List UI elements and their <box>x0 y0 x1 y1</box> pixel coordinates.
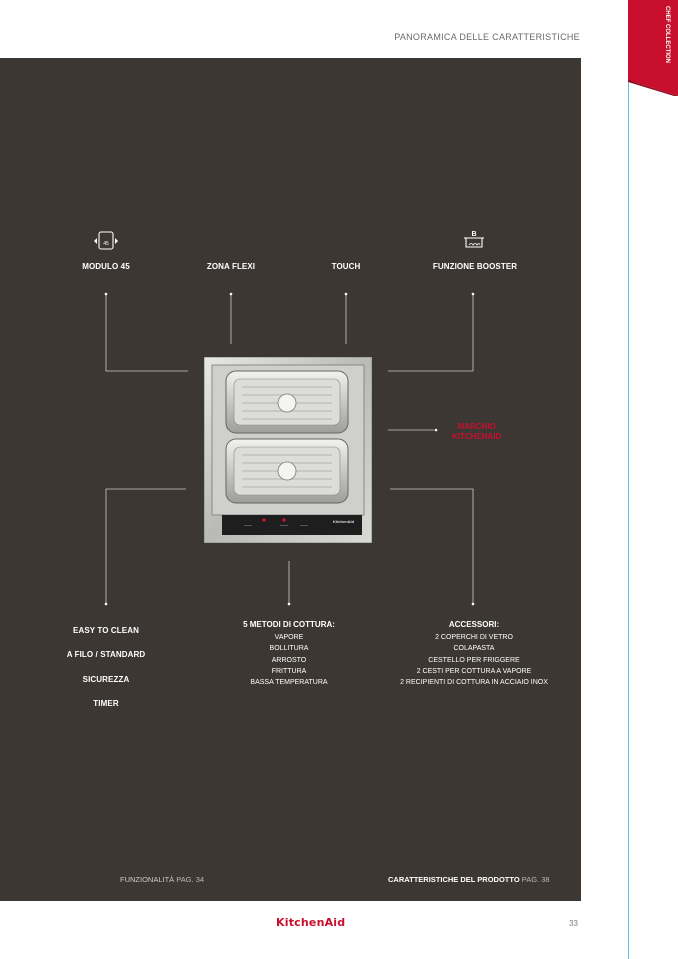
cooking-methods-title: 5 METODI DI COTTURA: <box>243 620 335 629</box>
steamer-appliance-image <box>204 357 372 543</box>
feature-easy-to-clean: EASY TO CLEAN <box>73 626 139 635</box>
footer-link-funzionalita-page: PAG. 34 <box>176 875 205 884</box>
brand-callout-line2: KITCHENAID <box>452 432 502 441</box>
footer-link-caratteristiche-page: PAG. 38 <box>521 875 550 884</box>
cooking-method-item: FRITTURA <box>271 667 307 675</box>
cooking-method-item: BASSA TEMPERATURA <box>250 679 328 687</box>
accessories-title: ACCESSORI: <box>448 620 500 629</box>
svg-text:B: B <box>471 231 477 238</box>
booster-pot-icon <box>463 228 485 250</box>
footer-link-funzionalita-label: FUNZIONALITÀ <box>120 875 175 884</box>
feature-funzione-booster: FUNZIONE BOOSTER <box>432 262 518 271</box>
accessories-block <box>400 620 548 688</box>
cooking-method-item: ARROSTO <box>271 656 307 664</box>
accessory-item: CESTELLO PER FRIGGERE <box>428 656 520 664</box>
module-45-icon <box>94 231 118 251</box>
chapter-tab-fold <box>628 80 678 96</box>
kitchenaid-logo: KitchenAid <box>276 916 346 929</box>
feature-sicurezza: SICUREZZA <box>82 675 130 684</box>
footer-link-caratteristiche[interactable] <box>388 875 550 884</box>
brand-callout <box>452 422 501 442</box>
accessory-item: 2 RECIPIENTI DI COTTURA IN ACCIAIO INOX <box>400 679 548 687</box>
brand-callout-line1: MARCHIO <box>457 422 496 431</box>
footer-link-caratteristiche-label: CARATTERISTICHE DEL PRODOTTO <box>388 875 520 884</box>
footer-link-funzionalita[interactable] <box>120 875 204 884</box>
feature-touch: TOUCH <box>331 262 361 271</box>
accessory-item: 2 CESTI PER COTTURA A VAPORE <box>416 667 532 675</box>
cooking-method-item: VAPORE <box>274 634 304 641</box>
chapter-tab-label: CHEF COLLECTION <box>664 6 670 63</box>
appliance-brand-badge: KitchenAid <box>333 519 355 524</box>
svg-text:45: 45 <box>103 241 109 247</box>
page-section-title: PANORAMICA DELLE CARATTERISTICHE <box>394 32 580 42</box>
accessory-item: 2 COPERCHI DI VETRO <box>435 634 513 641</box>
cooking-method-item: BOLLITURA <box>269 645 309 653</box>
feature-a-filo-standard: A FILO / STANDARD <box>66 650 146 659</box>
feature-zona-flexi: ZONA FLEXI <box>206 262 256 271</box>
cooking-methods-block <box>243 620 335 688</box>
feature-modulo-45: MODULO 45 <box>82 262 130 271</box>
accessory-item: COLAPASTA <box>453 645 495 653</box>
feature-timer: TIMER <box>93 699 119 708</box>
side-rule <box>628 82 629 959</box>
page-number: 33 <box>569 919 578 928</box>
